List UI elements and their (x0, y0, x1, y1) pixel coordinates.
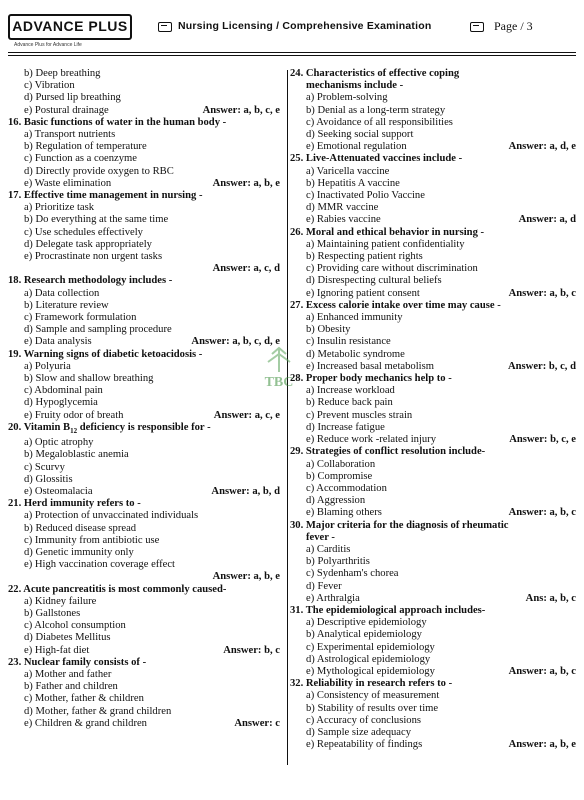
option-text: e) Mythological epidemiology (306, 665, 435, 677)
question-block (290, 678, 576, 751)
option-text: d) Delegate task appropriately (24, 238, 152, 250)
option-item (290, 214, 576, 226)
question-block (290, 227, 576, 300)
option-text: d) Genetic immunity only (24, 547, 134, 559)
option-item (8, 300, 280, 312)
exam-title: Nursing Licensing / Comprehensive Examination (178, 20, 432, 32)
option-item (8, 166, 280, 178)
option-text: e) Blaming others (306, 507, 382, 519)
book-icon (158, 22, 172, 32)
option-item (290, 117, 576, 129)
option-text: d) Sample size adequacy (306, 726, 412, 738)
option-item (8, 105, 280, 117)
question-text: 16. Basic functions of water in the human body - (8, 116, 227, 128)
option-item (8, 669, 280, 681)
option-text: a) Optic atrophy (24, 437, 94, 449)
question-text: 24. Characteristics of effective coping (290, 68, 460, 79)
option-text: e) Procrastinate non urgent tasks (24, 251, 163, 263)
option-item (290, 459, 576, 471)
answer-key: Answer: b, c, d (508, 360, 576, 372)
option-text: d) Aggression (306, 495, 366, 507)
question-text: 26. Moral and ethical behavior in nursing - (290, 226, 485, 238)
option-text: e) Osteomalacia (24, 486, 93, 498)
option-item (290, 385, 576, 397)
option-item (290, 568, 576, 580)
option-text: b) Reduced disease spread (24, 522, 137, 534)
option-text: c) Experimental epidemiology (306, 641, 435, 653)
option-text: d) Hypoglycemia (24, 397, 98, 409)
option-item (290, 92, 576, 104)
option-item (290, 629, 576, 641)
option-item (8, 486, 280, 498)
option-item (290, 312, 576, 324)
option-item (290, 288, 576, 300)
option-text: c) Accuracy of conclusions (306, 714, 422, 726)
question-text: 19. Warning signs of diabetic ketoacidosis - (8, 348, 203, 360)
option-item (8, 437, 280, 449)
option-item (290, 239, 576, 251)
option-item (290, 483, 576, 495)
option-text: a) Polyuria (24, 360, 71, 372)
option-item (290, 507, 576, 519)
option-item (8, 373, 280, 385)
option-text: c) Vibration (24, 80, 75, 92)
brand-name: ADVANCE PLUS (12, 18, 128, 34)
option-text: d) Directly provide oxygen to RBC (24, 165, 174, 177)
option-item (290, 544, 576, 556)
answer-key: Answer: a, b, d (211, 486, 280, 498)
question-text-cont: mechanisms include - (306, 80, 404, 92)
option-text: d) Astrological epidemiology (306, 653, 431, 665)
option-item (290, 556, 576, 568)
option-item (8, 681, 280, 693)
answer-key: Answer: a, d (518, 214, 576, 226)
option-text: b) Slow and shallow breathing (24, 373, 154, 385)
answer-key: Answer: c (234, 717, 280, 729)
question-block (8, 190, 280, 275)
option-text: d) Increase fatigue (306, 421, 385, 433)
option-item (8, 214, 280, 226)
answer-key: Answer: a, b, c (508, 665, 576, 677)
option-item (8, 361, 280, 373)
left-column (8, 68, 280, 730)
question-text-rest: deficiency is responsible for - (77, 421, 211, 433)
option-text: a) Descriptive epidemiology (306, 617, 427, 629)
option-text: d) Sample and sampling procedure (24, 324, 172, 336)
option-text: e) Emotional regulation (306, 141, 407, 153)
option-text: b) Megaloblastic anemia (24, 449, 129, 461)
option-item (8, 620, 280, 632)
option-text: a) Increase workload (306, 385, 395, 397)
option-item (8, 462, 280, 474)
option-text: b) Compromise (306, 470, 373, 482)
option-item (8, 312, 280, 324)
option-text: c) Accommodation (306, 482, 387, 494)
option-text: a) Kidney failure (24, 595, 97, 607)
option-text: e) Fruity odor of breath (24, 409, 124, 421)
option-item (290, 202, 576, 214)
option-item (8, 153, 280, 165)
option-item (290, 727, 576, 739)
option-text: c) Avoidance of all responsibilities (306, 116, 453, 128)
option-item (8, 632, 280, 644)
option-item (290, 397, 576, 409)
option-text: a) Maintaining patient confidentiality (306, 238, 465, 250)
option-item (290, 251, 576, 263)
option-item (8, 288, 280, 300)
option-text: b) Do everything at the same time (24, 214, 169, 226)
option-text: c) Use schedules effectively (24, 226, 143, 238)
option-item (290, 617, 576, 629)
option-text: a) Consistency of measurement (306, 690, 440, 702)
option-text: d) Disrespecting cultural beliefs (306, 275, 442, 287)
option-item (8, 547, 280, 559)
question-text: 21. Herd immunity refers to - (8, 498, 141, 510)
option-text: c) Immunity from antibiotic use (24, 534, 160, 546)
page-number: Page / 3 (494, 19, 533, 33)
option-text: a) Prioritize task (24, 202, 95, 214)
option-text: b) Deep breathing (24, 68, 101, 79)
column-divider (287, 70, 288, 765)
option-item (8, 559, 280, 571)
question-block (8, 68, 280, 117)
option-text: e) Increased basal metabolism (306, 360, 434, 372)
option-text: b) Denial as a long-term strategy (306, 104, 446, 116)
option-item (8, 718, 280, 730)
option-item (8, 239, 280, 251)
answer-key: Answer: a, b, c (508, 287, 576, 299)
answer-key: Answer: a, b, e (212, 177, 280, 189)
option-text: d) Fever (306, 580, 342, 592)
option-item (290, 495, 576, 507)
option-text: e) Waste elimination (24, 177, 112, 189)
answer-key: Answer: a, b, e (508, 739, 576, 751)
question-block (8, 498, 280, 583)
option-text: c) Sydenham's chorea (306, 568, 399, 580)
option-item (290, 690, 576, 702)
option-item (8, 706, 280, 718)
question-block (290, 373, 576, 446)
answer-key: Answer: a, b, e (212, 571, 280, 583)
question-block (8, 349, 280, 422)
answer-key: Answer: a, d, e (508, 141, 576, 153)
option-text: e) High-fat diet (24, 644, 90, 656)
option-item (290, 422, 576, 434)
option-text: b) Reduce back pain (306, 397, 393, 409)
question-block (8, 657, 280, 730)
book-icon-right (470, 22, 484, 32)
option-item (8, 535, 280, 547)
question-text: 30. Major criteria for the diagnosis of rheumatic (290, 519, 509, 531)
question-block (290, 300, 576, 373)
option-item (290, 471, 576, 483)
question-text (8, 422, 280, 437)
option-item (8, 336, 280, 348)
question-text: 32. Reliability in research refers to - (290, 678, 453, 690)
option-item (290, 593, 576, 605)
option-item (290, 703, 576, 715)
question-block (8, 117, 280, 190)
option-item (290, 190, 576, 202)
question-text: 28. Proper body mechanics help to - (290, 373, 452, 385)
option-item (290, 275, 576, 287)
option-text: b) Gallstones (24, 608, 81, 620)
option-text: c) Insulin resistance (306, 336, 391, 348)
option-text: a) Carditis (306, 543, 351, 555)
option-item (8, 129, 280, 141)
option-item (8, 474, 280, 486)
answer-key: Answer: a, b, c, e (202, 104, 280, 116)
option-text: a) Enhanced immunity (306, 312, 403, 324)
option-item (290, 105, 576, 117)
option-text: d) Pursed lip breathing (24, 92, 121, 104)
option-item (290, 642, 576, 654)
option-text: d) MMR vaccine (306, 202, 379, 214)
answer-key: Answer: a, b, c (508, 507, 576, 519)
question-text: 17. Effective time management in nursing - (8, 190, 203, 202)
option-item (8, 449, 280, 461)
option-text: d) Metabolic syndrome (306, 348, 405, 360)
option-text: a) Data collection (24, 287, 100, 299)
option-text: e) Ignoring patient consent (306, 287, 420, 299)
option-text: a) Transport nutrients (24, 129, 116, 141)
option-item (8, 178, 280, 190)
option-item (290, 434, 576, 446)
option-text: e) Postural drainage (24, 104, 109, 116)
question-text: 18. Research methodology includes - (8, 275, 173, 287)
option-item (290, 654, 576, 666)
option-text: c) Framework formulation (24, 312, 137, 324)
question-text: 31. The epidemiological approach includes- (290, 604, 486, 616)
question-subscript: 12 (70, 427, 78, 435)
option-text: b) Literature review (24, 299, 109, 311)
option-item (290, 410, 576, 422)
question-text: 27. Excess calorie intake over time may cause - (290, 299, 501, 311)
option-text: b) Respecting patient rights (306, 251, 423, 263)
option-item (8, 385, 280, 397)
question-block (290, 605, 576, 678)
option-text: a) Varicella vaccine (306, 165, 390, 177)
option-text: b) Hepatitis A vaccine (306, 177, 400, 189)
option-item (290, 715, 576, 727)
option-text: e) Data analysis (24, 336, 92, 348)
question-block (8, 275, 280, 348)
option-text: d) Mother, father & grand children (24, 705, 172, 717)
option-text: e) Arthralgia (306, 592, 360, 604)
option-item (290, 361, 576, 373)
option-text: a) Protection of unvaccinated individuals (24, 510, 199, 522)
option-text: c) Alcohol consumption (24, 620, 126, 632)
question-text: 25. Live-Attenuated vaccines include - (290, 153, 463, 165)
option-item (8, 608, 280, 620)
option-item (8, 68, 280, 80)
option-text: b) Polyarthritis (306, 556, 370, 568)
page-header (0, 10, 584, 50)
header-rule-top (8, 52, 576, 53)
question-block (8, 584, 280, 657)
option-item (290, 178, 576, 190)
option-item (290, 581, 576, 593)
option-item (8, 92, 280, 104)
option-text: c) Prevent muscles strain (306, 409, 413, 421)
option-text: d) Diabetes Mellitus (24, 632, 111, 644)
option-text: a) Collaboration (306, 458, 376, 470)
answer-key: Ans: a, b, c (525, 592, 576, 604)
question-text-part: 20. Vitamin B (8, 421, 71, 433)
option-item (8, 324, 280, 336)
option-item (8, 251, 280, 263)
question-block (290, 68, 576, 153)
option-item (8, 202, 280, 214)
answer-key: Answer: b, c, e (509, 434, 576, 446)
option-text: a) Mother and father (24, 669, 112, 681)
option-item (8, 141, 280, 153)
option-text: e) Rabies vaccine (306, 214, 381, 226)
option-item (290, 263, 576, 275)
option-text: b) Regulation of temperature (24, 141, 147, 153)
option-item (290, 141, 576, 153)
option-text: e) Children & grand children (24, 717, 147, 729)
answer-key: Answer: a, c, e (213, 409, 280, 421)
option-text: d) Seeking social support (306, 129, 414, 141)
right-column (290, 68, 576, 751)
option-text: c) Abdominal pain (24, 385, 103, 397)
option-text: c) Inactivated Polio Vaccine (306, 190, 425, 202)
option-text: e) Repeatability of findings (306, 739, 423, 751)
option-item (8, 510, 280, 522)
option-item (8, 80, 280, 92)
question-text-cont: fever - (306, 531, 335, 543)
option-item (8, 397, 280, 409)
option-item (8, 523, 280, 535)
brand-logo (8, 14, 132, 40)
question-block (290, 153, 576, 226)
option-item (290, 739, 576, 751)
option-item (8, 596, 280, 608)
option-text: b) Obesity (306, 324, 351, 336)
option-item (290, 166, 576, 178)
option-item (8, 693, 280, 705)
option-item (8, 410, 280, 422)
option-text: a) Problem-solving (306, 92, 388, 104)
option-text: c) Scurvy (24, 461, 65, 473)
option-text: b) Stability of results over time (306, 702, 439, 714)
option-item (290, 129, 576, 141)
option-item (290, 336, 576, 348)
option-text: b) Analytical epidemiology (306, 629, 422, 641)
watermark-text: TBC (264, 375, 294, 390)
question-block (290, 520, 576, 605)
answer-key: Answer: a, b, c, d, e (191, 336, 280, 348)
answer-key: Answer: b, c (223, 644, 280, 656)
option-item (290, 324, 576, 336)
option-text: e) Reduce work -related injury (306, 434, 437, 446)
option-text: c) Providing care without discrimination (306, 263, 478, 275)
option-item (290, 666, 576, 678)
question-text: 29. Strategies of conflict resolution include- (290, 446, 486, 458)
option-text: d) Glossitis (24, 473, 73, 485)
option-item (290, 349, 576, 361)
question-block (8, 422, 280, 498)
question-text: 22. Acute pancreatitis is most commonly caused- (8, 583, 227, 595)
option-item (8, 645, 280, 657)
option-text: c) Function as a coenzyme (24, 153, 137, 165)
option-text: e) High vaccination coverage effect (24, 559, 175, 571)
option-text: b) Father and children (24, 681, 118, 693)
option-item (8, 227, 280, 239)
header-rule-bottom (8, 55, 576, 56)
option-text: c) Mother, father & children (24, 693, 144, 705)
brand-tagline: Advance Plus for Advance Life (14, 42, 82, 48)
answer-key: Answer: a, c, d (212, 263, 280, 275)
question-block (290, 446, 576, 519)
question-text: 23. Nuclear family consists of - (8, 656, 147, 668)
